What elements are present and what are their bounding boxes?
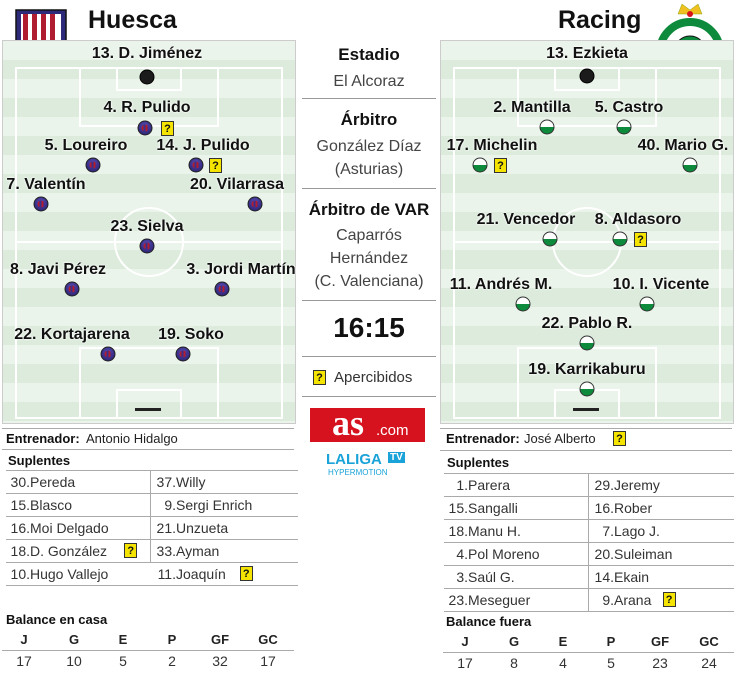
away-balance-header-g: G <box>508 634 520 649</box>
home-sub-4-number: 9. <box>164 497 176 513</box>
home-balance-header-j: J <box>20 632 28 647</box>
away-player-3-marker <box>617 120 632 135</box>
away-sub-6-number: 7. <box>602 523 614 539</box>
away-player-6-marker <box>543 232 558 247</box>
away-sub-2-number: 29. <box>594 477 614 493</box>
home-coach-name: Antonio Hidalgo <box>86 431 178 446</box>
away-sub-9-number: 3. <box>456 569 468 585</box>
home-sub-5-name: Moi Delgado <box>30 520 109 536</box>
stadium-value: El Alcoraz <box>333 73 405 90</box>
home-player-5-marker <box>34 197 49 212</box>
home-sub-2-number: 37. <box>156 474 176 490</box>
home-player-1-marker <box>140 70 155 85</box>
away-balance-header-gc: GC <box>699 634 719 649</box>
away-balance-header-e: E <box>558 634 568 649</box>
home-sub-10-name: Joaquín <box>176 566 226 582</box>
away-player-7-card-icon: ? <box>634 232 647 247</box>
home-player-10-marker <box>101 347 116 362</box>
home-sub-2-name: Willy <box>176 474 206 490</box>
as-logo[interactable] <box>310 403 425 443</box>
away-sub-3-name: Sangalli <box>468 500 518 516</box>
home-sub-10-number: 11. <box>157 566 176 582</box>
home-player-7-marker <box>140 239 155 254</box>
home-sub-7-name: D. González <box>30 543 108 559</box>
home-player-4-marker <box>189 158 204 173</box>
away-balance-header-gf: GF <box>650 634 670 649</box>
away-sub-9-name: Saúl G. <box>468 569 515 585</box>
home-balance-value-g: 10 <box>66 653 82 669</box>
away-player-5-marker <box>683 158 698 173</box>
away-player-11-name: 19. Karrikaburu <box>528 361 646 378</box>
home-player-2-card-icon: ? <box>161 121 174 136</box>
kickoff-time: 16:15 <box>333 312 405 343</box>
home-sub-6-number: 21. <box>156 520 176 536</box>
away-player-1-marker <box>580 69 595 84</box>
away-sub-4-name: Rober <box>614 500 653 516</box>
away-sub-8-number: 20. <box>594 546 614 562</box>
home-sub-9-number: 10. <box>10 566 30 582</box>
home-player-5-name: 7. Valentín <box>6 176 86 193</box>
home-balance-header-p: P <box>167 632 177 647</box>
home-player-11-marker <box>176 347 191 362</box>
var-line-3: (C. Valenciana) <box>314 273 424 290</box>
away-sub-1-number: 1. <box>456 477 468 493</box>
away-sub-3-number: 15. <box>448 500 468 516</box>
away-balance-value-g: 8 <box>510 655 518 671</box>
home-balance-header-gc: GC <box>258 632 278 647</box>
away-coach-card: ? <box>613 431 626 446</box>
home-subs-title: Suplentes <box>8 453 71 468</box>
referee-line-1: González Díaz <box>316 138 422 155</box>
away-player-8-marker <box>516 297 531 312</box>
home-player-1-name: 13. D. Jiménez <box>91 45 203 62</box>
home-player-2-marker <box>138 121 153 136</box>
referee-line-2: (Asturias) <box>334 161 404 178</box>
away-sub-12-card-icon: ? <box>663 592 676 607</box>
away-balance-title: Balance fuera <box>446 614 532 629</box>
home-sub-7-number: 18. <box>10 543 30 559</box>
away-player-2-marker <box>540 120 555 135</box>
away-player-2-name: 2. Mantilla <box>493 99 571 116</box>
away-player-4-marker <box>473 158 488 173</box>
away-sub-7-number: 4. <box>456 546 468 562</box>
away-coach-name: José Alberto <box>524 431 596 446</box>
laliga-tv: TV <box>390 452 403 463</box>
home-player-8-name: 8. Javi Pérez <box>9 261 107 278</box>
home-coach-label: Entrenador: <box>6 431 80 446</box>
home-player-4-card-icon: ? <box>209 158 222 173</box>
home-player-9-marker <box>215 282 230 297</box>
away-player-11-marker <box>580 382 595 397</box>
away-player-10-name: 22. Pablo R. <box>541 315 633 332</box>
away-sub-5-number: 18. <box>448 523 468 539</box>
home-sub-10-card-icon: ? <box>240 566 253 581</box>
away-player-7-marker <box>613 232 628 247</box>
away-player-10-marker <box>580 336 595 351</box>
home-sub-4-name: Sergi Enrich <box>176 497 253 513</box>
home-player-3-name: 5. Loureiro <box>44 137 128 154</box>
var-label: Árbitro de VAR <box>308 200 430 219</box>
home-sub-8-name: Ayman <box>176 543 220 559</box>
away-player-9-name: 10. I. Vicente <box>612 276 710 293</box>
away-sub-5-name: Manu H. <box>468 523 521 539</box>
away-sub-6-name: Lago J. <box>614 523 660 539</box>
home-balance-value-p: 2 <box>168 653 176 669</box>
away-subs-title: Suplentes <box>447 455 510 470</box>
home-sub-6-name: Unzueta <box>176 520 229 536</box>
away-coach-label: Entrenador: <box>446 431 520 446</box>
laliga-text: LALIGA <box>326 451 382 468</box>
home-balance-value-gf: 32 <box>212 653 228 669</box>
home-team-name: Huesca <box>88 6 177 34</box>
home-sub-1-name: Pereda <box>30 474 76 490</box>
referee-label: Árbitro <box>340 110 398 129</box>
home-player-8-marker <box>65 282 80 297</box>
home-sub-5-number: 16. <box>10 520 30 536</box>
away-sub-4-number: 16. <box>594 500 614 516</box>
stadium-label: Estadio <box>338 45 400 64</box>
away-sub-11-number: 23. <box>448 592 468 608</box>
home-sub-9-name: Hugo Vallejo <box>30 566 109 582</box>
away-player-8-name: 11. Andrés M. <box>449 276 553 293</box>
home-player-6-marker <box>248 197 263 212</box>
home-player-7-name: 23. Sielva <box>110 218 184 235</box>
as-logo-domain: .com <box>376 422 409 439</box>
away-sub-7-name: Pol Moreno <box>468 546 540 562</box>
away-sub-10-name: Ekain <box>614 569 650 585</box>
home-balance-value-gc: 17 <box>260 653 276 669</box>
var-line-2: Hernández <box>329 250 409 267</box>
home-balance-header-g: G <box>68 632 80 647</box>
away-player-5-name: 40. Mario G. <box>637 137 729 154</box>
var-line-1: Caparrós <box>336 227 402 244</box>
away-balance-header-j: J <box>461 634 469 649</box>
away-sub-10-number: 14. <box>594 569 614 585</box>
home-player-4-name: 14. J. Pulido <box>156 137 250 154</box>
home-player-6-name: 20. Vilarrasa <box>189 176 285 193</box>
away-balance-value-p: 5 <box>607 655 615 671</box>
laliga-logo[interactable] <box>326 451 416 479</box>
home-player-9-name: 3. Jordi Martín <box>186 261 296 278</box>
home-player-2-name: 4. R. Pulido <box>103 99 191 116</box>
away-player-4-card-icon: ? <box>494 158 507 173</box>
away-player-9-marker <box>640 297 655 312</box>
as-logo-text: as <box>332 403 365 443</box>
away-player-7-name: 8. Aldasoro <box>594 211 682 228</box>
away-player-4-name: 17. Michelin <box>446 137 538 154</box>
home-sub-7-card-icon: ? <box>124 543 137 558</box>
home-sub-3-name: Blasco <box>30 497 73 513</box>
away-balance-value-e: 4 <box>559 655 567 671</box>
home-sub-3-number: 15. <box>10 497 30 513</box>
legend-card-icon: ? <box>313 370 326 385</box>
away-balance-value-gc: 24 <box>701 655 717 671</box>
home-balance-value-j: 17 <box>16 653 32 669</box>
hypermotion-text: HYPERMOTION <box>328 468 388 477</box>
away-sub-12-number: 9. <box>602 592 614 608</box>
home-player-3-marker <box>86 158 101 173</box>
home-sub-1-number: 30. <box>10 474 30 490</box>
home-balance-header-gf: GF <box>210 632 230 647</box>
away-balance-value-gf: 23 <box>652 655 668 671</box>
home-sub-8-number: 33. <box>156 543 176 559</box>
away-sub-1-name: Parera <box>468 477 511 493</box>
away-balance-header-p: P <box>606 634 616 649</box>
away-sub-2-name: Jeremy <box>614 477 660 493</box>
home-balance-title: Balance en casa <box>6 612 108 627</box>
home-balance-header-e: E <box>118 632 128 647</box>
away-player-3-name: 5. Castro <box>594 99 664 116</box>
home-player-10-name: 22. Kortajarena <box>14 326 130 343</box>
away-player-1-name: 13. Ezkieta <box>546 45 628 62</box>
home-balance-value-e: 5 <box>119 653 127 669</box>
home-player-11-name: 19. Soko <box>158 326 224 343</box>
away-sub-12-name: Arana <box>614 592 652 608</box>
away-player-6-name: 21. Vencedor <box>476 211 576 228</box>
warned-label: Apercibidos <box>334 369 413 386</box>
away-sub-8-name: Suleiman <box>614 546 673 562</box>
away-sub-11-name: Meseguer <box>468 592 531 608</box>
away-balance-value-j: 17 <box>457 655 473 671</box>
away-team-name: Racing <box>558 6 642 34</box>
